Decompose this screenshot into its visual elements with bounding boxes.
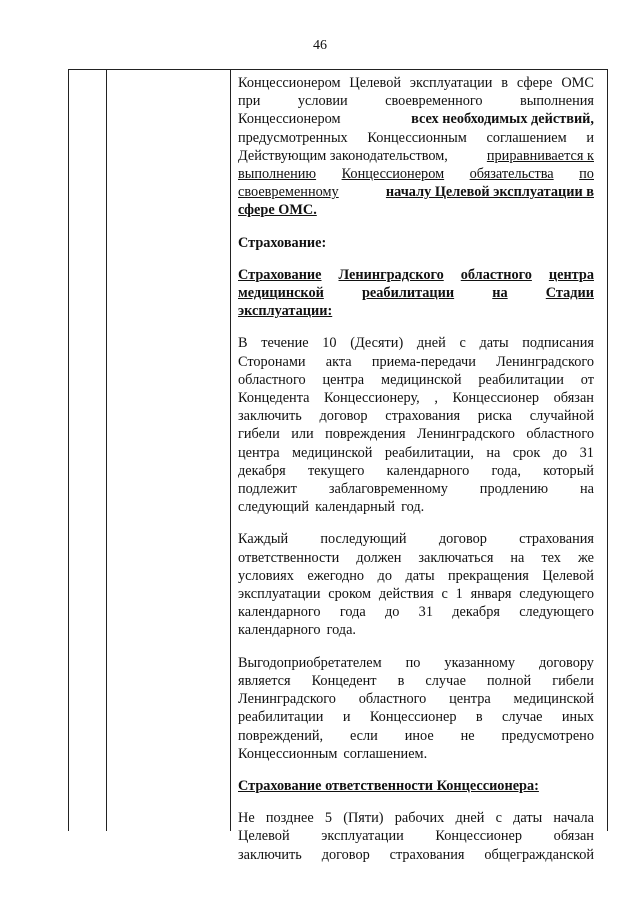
text-word: ежегодно	[307, 567, 365, 584]
text-word: Концессионер	[435, 828, 523, 845]
text-word: на	[579, 481, 594, 498]
text-line	[238, 266, 594, 284]
text-word: или	[291, 426, 314, 443]
text-line	[238, 846, 594, 864]
text-word: в	[397, 672, 405, 689]
text-word: тех	[541, 549, 561, 566]
text-word: медицинской	[513, 691, 594, 708]
text-line	[238, 690, 594, 708]
text-word: эксплуатации	[321, 828, 404, 845]
text-word: областного	[526, 426, 594, 443]
text-line	[238, 727, 594, 745]
text-word: Концессионер	[369, 709, 457, 726]
text-word: текущего	[307, 462, 365, 479]
text-word: заключаться	[418, 549, 494, 566]
text-word: предусмотрено	[501, 727, 594, 744]
text-word: центра	[548, 266, 594, 283]
text-line	[238, 147, 594, 165]
text-line	[238, 654, 594, 672]
text-word: с	[495, 810, 502, 827]
text-line	[238, 183, 594, 201]
text-word: 5	[324, 810, 333, 827]
text-word: договор	[321, 846, 370, 863]
text-word: обязан	[553, 828, 594, 845]
text-word: является	[238, 672, 291, 689]
text-word: заключить	[238, 846, 302, 863]
text-word: Целевой	[542, 567, 594, 584]
text-word: реабилитации,	[384, 444, 474, 461]
text-word: страхования	[389, 846, 465, 863]
text-word: от	[580, 371, 594, 388]
text-word: подлежит	[238, 481, 297, 498]
text-word: до	[552, 444, 568, 461]
text-word: должен	[356, 549, 402, 566]
text-word: года,	[491, 462, 521, 479]
text-word: следующего	[519, 586, 594, 603]
text-word: предусмотренных	[238, 129, 348, 146]
text-word: Концедент	[311, 672, 377, 689]
text-line	[238, 353, 594, 371]
text-word: областного	[238, 371, 306, 388]
text-word: общегражданской	[484, 846, 594, 863]
text-word: по	[405, 654, 421, 671]
text-word: календарного	[238, 604, 321, 621]
text-word: даты	[479, 335, 509, 352]
text-word: указанному	[444, 654, 516, 671]
text-word: Целевой	[349, 75, 402, 91]
text-word: до	[384, 604, 400, 621]
text-word: Страхование	[238, 266, 322, 283]
text-word: Концедента	[238, 390, 310, 407]
text-word: В	[238, 335, 248, 352]
text-word: соглашением.	[343, 745, 428, 762]
heading-center-insurance	[238, 266, 594, 321]
text-line	[238, 129, 594, 147]
text-word: Ленинградского	[496, 353, 594, 370]
text-word: центра	[238, 444, 280, 461]
text-word: следующего	[519, 604, 594, 621]
text-word: гибели	[238, 426, 280, 443]
text-word: начала	[553, 810, 594, 827]
text-word: Концессионным	[367, 129, 467, 146]
text-segment: Концессионером	[341, 166, 445, 183]
text-word: в	[501, 75, 509, 91]
text-word: реабилитации	[238, 709, 324, 726]
paragraph-subsequent-contracts	[238, 530, 594, 639]
text-word: рабочих	[394, 810, 445, 827]
text-word: медицинской	[292, 444, 373, 461]
paragraph-liability-term	[238, 809, 594, 864]
column-divider-2	[230, 70, 231, 831]
text-word: позднее	[265, 810, 314, 827]
text-word: который	[543, 462, 594, 479]
text-word: продлению	[479, 481, 549, 498]
text-word: срок	[512, 444, 541, 461]
text-word: календарный	[315, 499, 396, 516]
text-word: 10	[322, 335, 337, 352]
text-word: иное	[404, 727, 434, 744]
text-word: прекращения	[448, 567, 529, 584]
text-word: акта	[325, 353, 352, 370]
heading-liability-insurance: Страхование ответственности Концессионера:	[238, 777, 539, 794]
text-word: года.	[326, 622, 357, 639]
text-line	[238, 110, 594, 128]
text-word: Целевой	[238, 828, 290, 845]
text-word: 1	[455, 586, 463, 603]
paragraph-concession-operation	[238, 74, 594, 220]
text-segment: Концессионером	[238, 111, 341, 128]
text-word: сфере	[516, 75, 553, 91]
text-word: полной	[486, 672, 532, 689]
text-word: Выгодоприобретателем	[238, 654, 382, 671]
text-word: областного	[460, 266, 532, 283]
text-word: на	[486, 444, 501, 461]
text-word: даты	[513, 810, 543, 827]
text-word: 31	[579, 444, 594, 461]
text-line	[238, 74, 594, 92]
text-word: договору	[538, 654, 594, 671]
text-word: календарного	[386, 462, 470, 479]
text-word: эксплуатации	[409, 75, 493, 91]
text-word: на	[492, 285, 508, 302]
text-word: год.	[401, 499, 425, 516]
text-word: декабря	[452, 604, 500, 621]
text-word: на	[510, 549, 525, 566]
text-word: ,	[434, 390, 438, 407]
text-word: (Десяти)	[350, 335, 404, 352]
text-segment: сфере ОМС.	[238, 202, 317, 219]
text-word: случае	[502, 709, 543, 726]
text-word: заключить	[238, 408, 302, 425]
text-word: случае	[425, 672, 466, 689]
text-word: в	[475, 709, 483, 726]
text-line	[238, 708, 594, 726]
text-word: и	[586, 129, 594, 146]
text-word: медицинской	[238, 285, 324, 302]
text-word: Концессионер	[452, 390, 540, 407]
text-segment: по	[579, 166, 594, 183]
text-line	[238, 92, 594, 110]
text-word: соглашением	[486, 129, 567, 146]
text-word: не	[460, 727, 475, 744]
text-line	[238, 425, 594, 443]
text-word: Концессионеру,	[324, 390, 420, 407]
text-word: Не	[238, 810, 255, 827]
text-word: реабилитации	[361, 285, 455, 302]
text-word: Ленинградского	[338, 266, 444, 283]
text-word: календарного	[238, 622, 321, 639]
text-segment: приравнивается к	[486, 147, 594, 164]
text-word: договор	[319, 408, 368, 425]
text-word: эксплуатации	[238, 586, 321, 603]
text-word: даты	[405, 567, 435, 584]
text-word: обязан	[553, 390, 594, 407]
text-word: с	[441, 586, 448, 603]
text-word: Ленинградского	[238, 691, 336, 708]
text-word: последующий	[320, 531, 407, 548]
text-segment: своевременного	[385, 93, 483, 110]
text-line	[238, 498, 594, 516]
text-segment: выполнению	[238, 166, 317, 183]
text-word: (Пяти)	[343, 810, 384, 827]
text-segment: условии	[297, 93, 348, 110]
text-word: центра	[449, 691, 491, 708]
text-word: Стадии	[545, 285, 594, 302]
paragraph-beneficiary	[238, 654, 594, 763]
text-word: гибели	[552, 672, 594, 689]
text-word: декабря	[238, 462, 286, 479]
text-word: Сторонами	[238, 353, 306, 370]
text-word: приема-передачи	[371, 353, 476, 370]
text-word: подписания	[522, 335, 594, 352]
text-line	[238, 462, 594, 480]
text-segment: всех необходимых действий,	[411, 111, 594, 128]
text-word: 31	[418, 604, 433, 621]
text-line	[238, 201, 594, 219]
text-word: и	[342, 709, 351, 726]
text-line	[238, 530, 594, 548]
paragraph-insurance-term	[238, 334, 594, 516]
page-number: 46	[313, 38, 327, 53]
column-divider-1	[106, 70, 107, 831]
text-word: договор	[438, 531, 487, 548]
text-word: повреждения	[325, 426, 406, 443]
text-segment: своевременному	[238, 184, 339, 201]
text-segment: началу Целевой эксплуатации в	[385, 184, 594, 201]
text-line	[238, 284, 594, 302]
text-word: страхования	[385, 408, 461, 425]
text-word: эксплуатации:	[238, 303, 333, 320]
text-word: центра	[322, 371, 365, 388]
text-line	[238, 621, 594, 639]
text-word: если	[349, 727, 378, 744]
text-line	[238, 585, 594, 603]
text-line	[238, 444, 594, 462]
text-word: до	[377, 567, 392, 584]
text-line	[238, 480, 594, 498]
text-line	[238, 672, 594, 690]
text-line	[238, 603, 594, 621]
text-line	[238, 827, 594, 845]
text-word: сроком	[328, 586, 372, 603]
text-word: Ленинградского	[417, 426, 515, 443]
text-word: медицинской	[381, 371, 462, 388]
text-word: областного	[358, 691, 427, 708]
text-word: с	[459, 335, 466, 352]
text-word: года	[339, 604, 366, 621]
text-word: дней	[455, 810, 485, 827]
text-word: ОМС	[561, 75, 594, 91]
heading-insurance: Страхование:	[238, 234, 327, 251]
text-word: течение	[261, 335, 309, 352]
text-word: Концессионером	[238, 75, 341, 91]
text-word: следующий	[238, 499, 310, 516]
text-line	[238, 809, 594, 827]
text-word: условиях	[238, 567, 294, 584]
text-line	[238, 389, 594, 407]
text-line	[238, 549, 594, 567]
text-line	[238, 745, 594, 763]
text-word: ответственности	[238, 549, 340, 566]
text-word: Каждый	[238, 531, 289, 548]
text-word: реабилитации	[478, 371, 564, 388]
text-line	[238, 371, 594, 389]
text-word: дней	[416, 335, 446, 352]
text-segment: выполнения	[519, 93, 594, 110]
text-line	[238, 165, 594, 183]
text-segment: обязательства	[469, 166, 554, 183]
text-line	[238, 302, 594, 320]
text-word: заблаговременному	[328, 481, 448, 498]
text-word: случайной	[529, 408, 594, 425]
text-word: повреждений,	[238, 727, 324, 744]
table-cell-content	[238, 74, 594, 878]
text-word: иных	[561, 709, 594, 726]
text-word: Концессионным	[238, 745, 338, 762]
text-line	[238, 567, 594, 585]
text-word: страхования	[519, 531, 594, 548]
text-segment: при	[238, 93, 261, 110]
text-segment: Действующим законодательством,	[238, 147, 448, 164]
text-line	[238, 334, 594, 352]
text-word: риска	[477, 408, 513, 425]
text-word: января	[470, 586, 512, 603]
text-word: же	[577, 549, 594, 566]
text-word: действия	[378, 586, 434, 603]
text-line	[238, 407, 594, 425]
